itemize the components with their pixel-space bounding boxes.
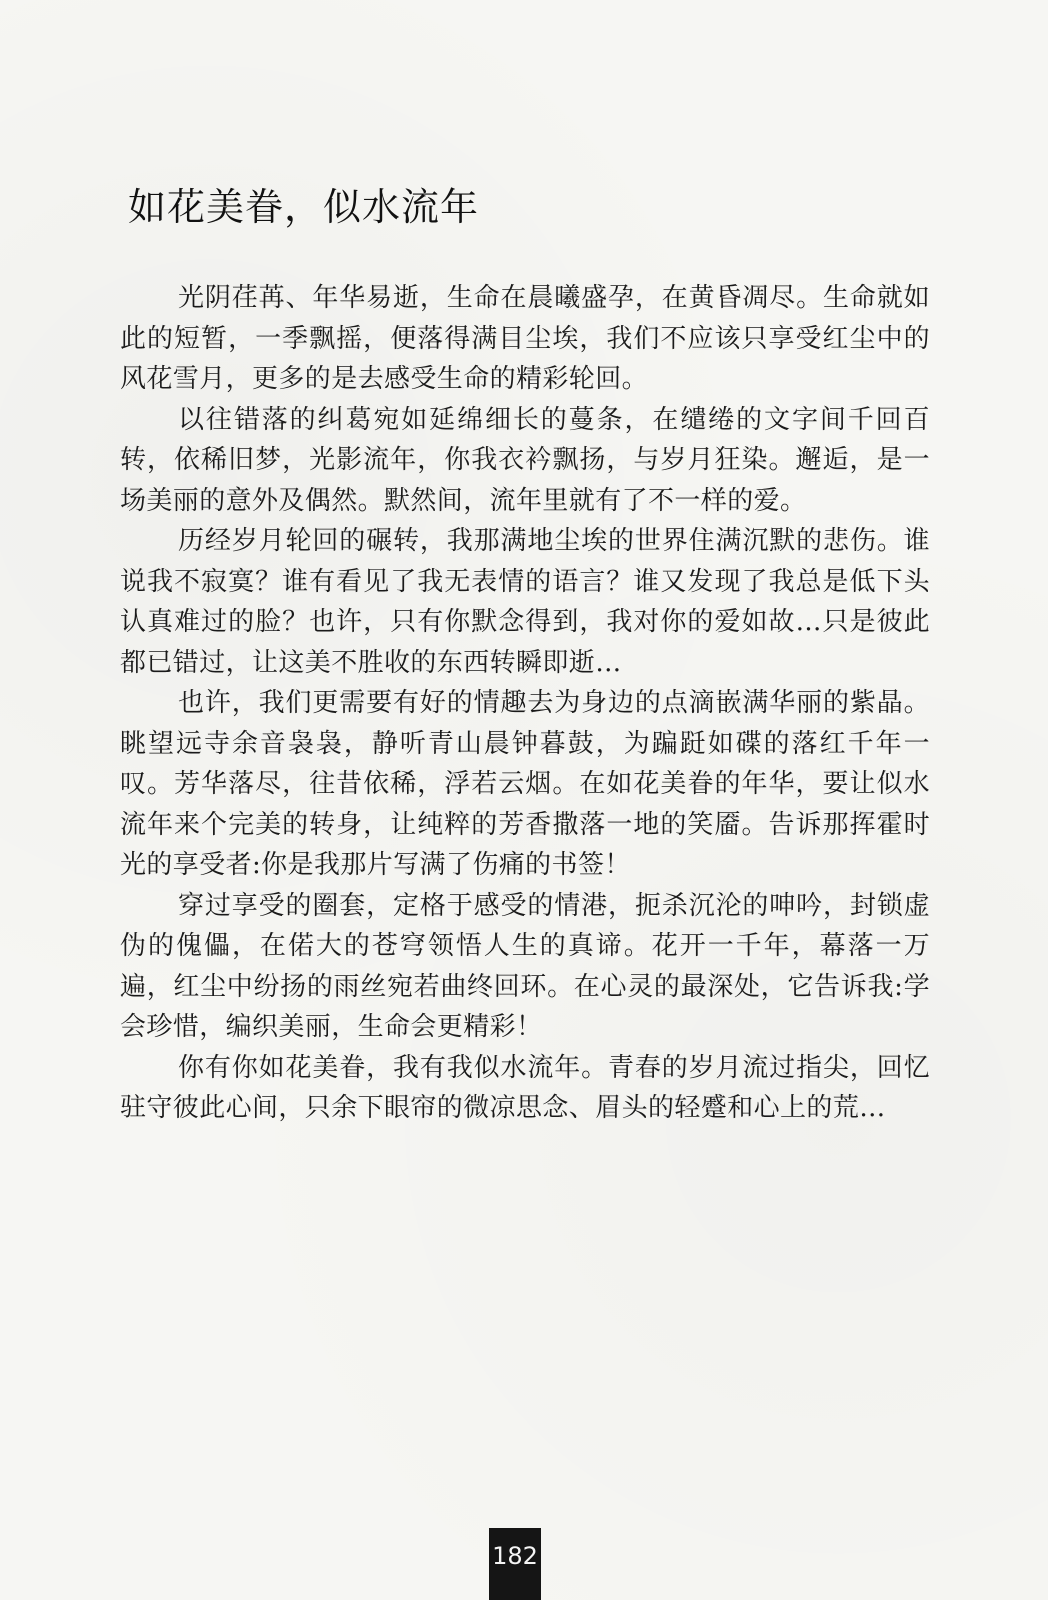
paragraph-4: 也许，我们更需要有好的情趣去为身边的点滴嵌满华丽的紫晶。眺望远寺余音袅袅，静听青山晨钟暮鼓，为蹁跹如碟的落红千年一叹。芳华落尽，往昔依稀，浮若云烟。在如花美眷的年华，要让似水流年来个完美的转身，让纯粹的芳香撒落一地的笑靥。告诉那挥霍时光的享受者:你是我那片写满了伤痛的书签！ (120, 688, 930, 880)
paragraph-5: 穿过享受的圈套，定格于感受的情港，扼杀沉沦的呻吟，封锁虚伪的傀儡，在偌大的苍穹领悟人生的真谛。花开一千年，幕落一万遍，红尘中纷扬的雨丝宛若曲终回环。在心灵的最深处，它告诉我:学会珍惜，编织美丽，生命会更精彩！ (120, 890, 930, 1042)
body-text (120, 278, 930, 1129)
paragraph-6: 你有你如花美眷，我有我似水流年。青春的岁月流过指尖，回忆驻守彼此心间，只余下眼帘的微凉思念、眉头的轻蹙和心上的荒… (120, 1052, 930, 1123)
paragraph-1: 光阴荏苒、年华易逝，生命在晨曦盛孕，在黄昏凋尽。生命就如此的短暂，一季飘摇，便落得满目尘埃，我们不应该只享受红尘中的风花雪月，更多的是去感受生命的精彩轮回。 (120, 283, 930, 394)
paragraph-3: 历经岁月轮回的碾转，我那满地尘埃的世界住满沉默的悲伤。谁说我不寂寞？谁有看见了我无表情的语言？谁又发现了我总是低下头认真难过的脸？也许，只有你默念得到，我对你的爱如故…只是彼此都已错过，让这美不胜收的东西转瞬即逝… (120, 526, 930, 678)
page-number: 182 (489, 1528, 541, 1600)
paragraph-2: 以往错落的纠葛宛如延绵细长的蔓条，在缱绻的文字间千回百转，依稀旧梦，光影流年，你我衣衿飘扬，与岁月狂染。邂逅，是一场美丽的意外及偶然。默然间，流年里就有了不一样的爱。 (120, 404, 930, 516)
chapter-title: 如花美眷，似水流年 (128, 185, 480, 229)
